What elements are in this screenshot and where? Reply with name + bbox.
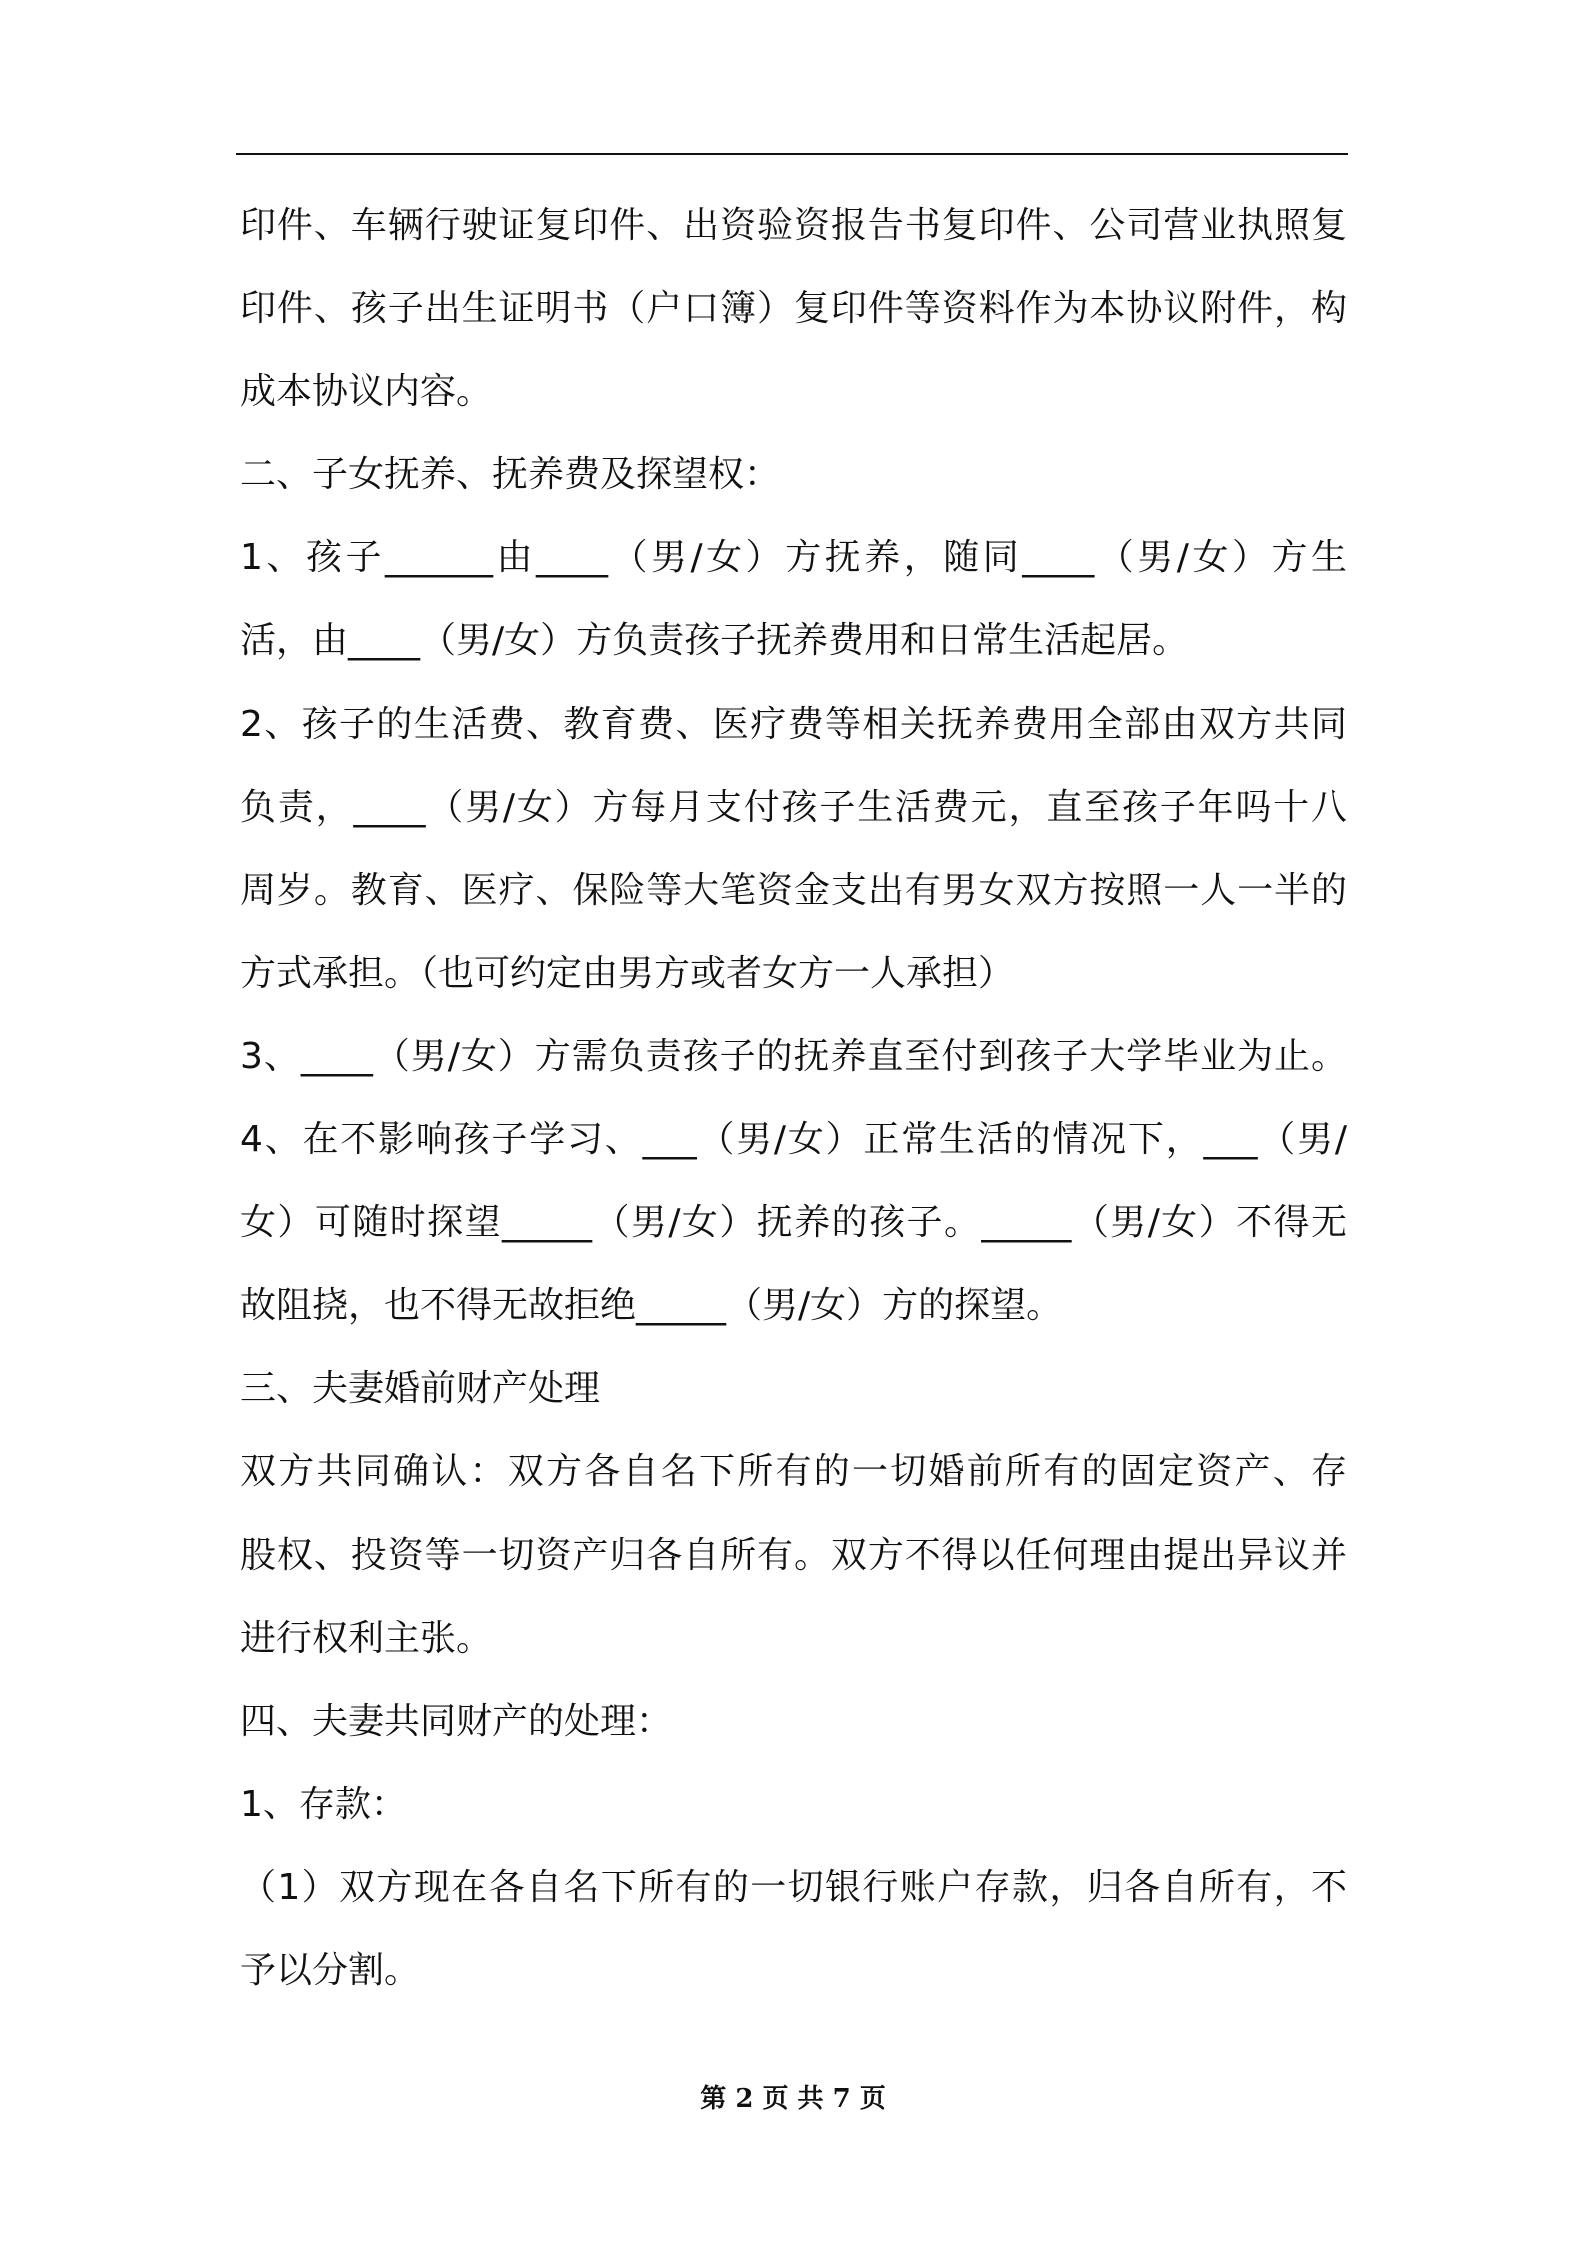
header-rule xyxy=(236,153,1348,155)
section-heading: 四、夫妻共同财产的处理： xyxy=(240,1700,673,1742)
text-line: 方式承担。（也可约定由男方或者女方一人承担） xyxy=(240,952,1015,994)
text-line: 成本协议内容。 xyxy=(240,371,493,413)
text-line: （1）双方现在各自名下所有的一切银行账户存款，归各自所有，不 xyxy=(240,1866,1347,1908)
text-line: 进行权利主张。 xyxy=(240,1617,493,1659)
text-line: 双方共同确认：双方各自名下所有的一切婚前所有的固定资产、存 xyxy=(240,1451,1347,1493)
text-line: 周岁。教育、医疗、保险等大笔资金支出有男女双方按照一人一半的 xyxy=(240,869,1347,911)
text-line: 4、在不影响孩子学习、___（男/女）正常生活的情况下，___（男/ xyxy=(240,1119,1347,1161)
text-line: 股权、投资等一切资产归各自所有。双方不得以任何理由提出异议并 xyxy=(240,1534,1347,1576)
section-heading: 三、夫妻婚前财产处理 xyxy=(240,1368,601,1410)
text-line: 负责，____（男/女）方每月支付孩子生活费元，直至孩子年吗十八 xyxy=(240,786,1347,828)
text-line: 1、孩子______由____（男/女）方抚养，随同____（男/女）方生 xyxy=(240,537,1347,579)
document-body xyxy=(240,184,1347,2012)
text-line: 印件、车辆行驶证复印件、出资验资报告书复印件、公司营业执照复 xyxy=(240,205,1347,246)
section-heading: 二、子女抚养、抚养费及探望权： xyxy=(240,454,781,496)
text-line: 2、孩子的生活费、教育费、医疗费等相关抚养费用全部由双方共同 xyxy=(240,703,1347,745)
text-line: 活，由____（男/女）方负责孩子抚养费用和日常生活起居。 xyxy=(240,620,1189,662)
text-line: 故阻挠，也不得无故拒绝_____（男/女）方的探望。 xyxy=(240,1285,1063,1327)
text-line: 1、存款： xyxy=(240,1783,407,1825)
page-number-footer: 第 2 页 共 7 页 xyxy=(700,2084,886,2114)
text-line: 3、____（男/女）方需负责孩子的抚养直至付到孩子大学毕业为止。 xyxy=(240,1035,1347,1077)
text-line: 予以分割。 xyxy=(240,1949,421,1991)
text-line: 印件、孩子出生证明书（户口簿）复印件等资料作为本协议附件，构 xyxy=(240,288,1347,330)
text-line: 女）可随时探望_____（男/女）抚养的孩子。_____（男/女）不得无 xyxy=(240,1202,1347,1244)
